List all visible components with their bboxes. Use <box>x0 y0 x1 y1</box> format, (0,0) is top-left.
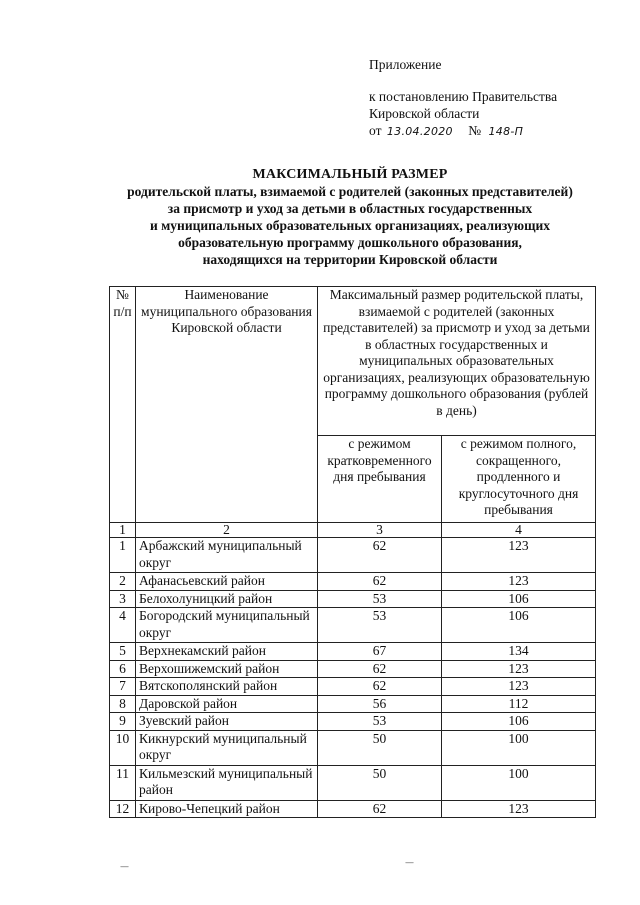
title-line-4: образовательную программу дошкольного образования, <box>178 235 522 250</box>
short-stay-fee: 53 <box>318 608 442 643</box>
handwritten-date: 13.04.2020 <box>386 125 453 138</box>
full-stay-fee: 112 <box>442 695 596 713</box>
short-stay-fee: 53 <box>318 713 442 731</box>
table-row <box>110 765 596 800</box>
table-row <box>110 608 596 643</box>
table-row <box>110 678 596 696</box>
full-stay-fee: 123 <box>442 538 596 573</box>
row-number: 11 <box>110 765 136 800</box>
full-stay-fee: 123 <box>442 678 596 696</box>
short-stay-fee: 62 <box>318 800 442 818</box>
scan-artifact: — <box>120 862 129 872</box>
title-main: МАКСИМАЛЬНЫЙ РАЗМЕР <box>252 167 448 182</box>
header-max-fee: Максимальный размер родительской платы, взимаемой с родителей (законных представителей) за присмотр и уход за детьми в областных государственных и муниципальных образовательных организациях, реализующих образовательную программу дошкольного образования (рублей в день) <box>318 287 596 436</box>
short-stay-fee: 62 <box>318 660 442 678</box>
row-number: 5 <box>110 643 136 661</box>
full-stay-fee: 100 <box>442 765 596 800</box>
appendix-resolution-line: к постановлению Правительства <box>369 89 558 104</box>
row-number: 4 <box>110 608 136 643</box>
row-number: 3 <box>110 590 136 608</box>
municipality-name: Кирово-Чепецкий район <box>136 800 318 818</box>
appendix-label: Приложение <box>369 57 442 72</box>
document-title <box>90 166 610 268</box>
row-number: 9 <box>110 713 136 731</box>
column-number: 1 <box>110 523 136 538</box>
title-line-2: за присмотр и уход за детьми в областных государственных <box>167 201 533 216</box>
full-stay-fee: 134 <box>442 643 596 661</box>
short-stay-fee: 56 <box>318 695 442 713</box>
table-row <box>110 660 596 678</box>
municipality-name: Афанасьевский район <box>136 573 318 591</box>
row-number: 1 <box>110 538 136 573</box>
row-number: 6 <box>110 660 136 678</box>
short-stay-fee: 53 <box>318 590 442 608</box>
table-row <box>110 538 596 573</box>
title-line-5: находящихся на территории Кировской области <box>202 252 498 267</box>
full-stay-fee: 123 <box>442 660 596 678</box>
date-prefix: от <box>369 123 382 138</box>
full-stay-fee: 106 <box>442 590 596 608</box>
column-number: 2 <box>136 523 318 538</box>
row-number: 12 <box>110 800 136 818</box>
municipality-name: Кильмезский муниципальный район <box>136 765 318 800</box>
table-row <box>110 573 596 591</box>
table-row <box>110 643 596 661</box>
full-stay-fee: 123 <box>442 800 596 818</box>
column-number-row <box>110 523 596 538</box>
title-line-3: и муниципальных образовательных организациях, реализующих <box>149 218 551 233</box>
header-number: № п/п <box>110 287 136 523</box>
municipality-name: Белохолуницкий район <box>136 590 318 608</box>
short-stay-fee: 62 <box>318 678 442 696</box>
table-row <box>110 590 596 608</box>
municipality-name: Даровской район <box>136 695 318 713</box>
municipality-name: Верхошижемский район <box>136 660 318 678</box>
full-stay-fee: 106 <box>442 608 596 643</box>
title-line-1: родительской платы, взимаемой с родителей (законных представителей) <box>127 184 573 199</box>
table-row <box>110 800 596 818</box>
number-prefix: № <box>468 123 482 138</box>
appendix-region-line: Кировской области <box>369 106 480 121</box>
table-header-row <box>110 287 596 436</box>
column-number: 3 <box>318 523 442 538</box>
short-stay-fee: 67 <box>318 643 442 661</box>
short-stay-fee: 62 <box>318 573 442 591</box>
row-number: 2 <box>110 573 136 591</box>
short-stay-fee: 50 <box>318 765 442 800</box>
municipality-name: Зуевский район <box>136 713 318 731</box>
appendix-date-number-line <box>369 122 523 140</box>
header-short-stay: с режимом кратковременного дня пребывания <box>318 436 442 523</box>
municipality-name: Арбажский муниципальный округ <box>136 538 318 573</box>
table-row <box>110 695 596 713</box>
short-stay-fee: 50 <box>318 730 442 765</box>
short-stay-fee: 62 <box>318 538 442 573</box>
full-stay-fee: 106 <box>442 713 596 731</box>
row-number: 10 <box>110 730 136 765</box>
handwritten-number: 148-П <box>488 125 524 138</box>
row-number: 8 <box>110 695 136 713</box>
row-number: 7 <box>110 678 136 696</box>
fees-table <box>109 286 596 818</box>
table-row <box>110 713 596 731</box>
municipality-name: Богородский муниципальный округ <box>136 608 318 643</box>
municipality-name: Верхнекамский район <box>136 643 318 661</box>
column-number: 4 <box>442 523 596 538</box>
table-row <box>110 730 596 765</box>
full-stay-fee: 123 <box>442 573 596 591</box>
scan-artifact: — <box>405 858 414 868</box>
full-stay-fee: 100 <box>442 730 596 765</box>
header-full-stay: с режимом полного, сокращенного, продленного и круглосуточного дня пребывания <box>442 436 596 523</box>
municipality-name: Кикнурский муниципальный округ <box>136 730 318 765</box>
municipality-name: Вятскополянский район <box>136 678 318 696</box>
header-municipality-name: Наименование муниципального образования Кировской области <box>136 287 318 523</box>
